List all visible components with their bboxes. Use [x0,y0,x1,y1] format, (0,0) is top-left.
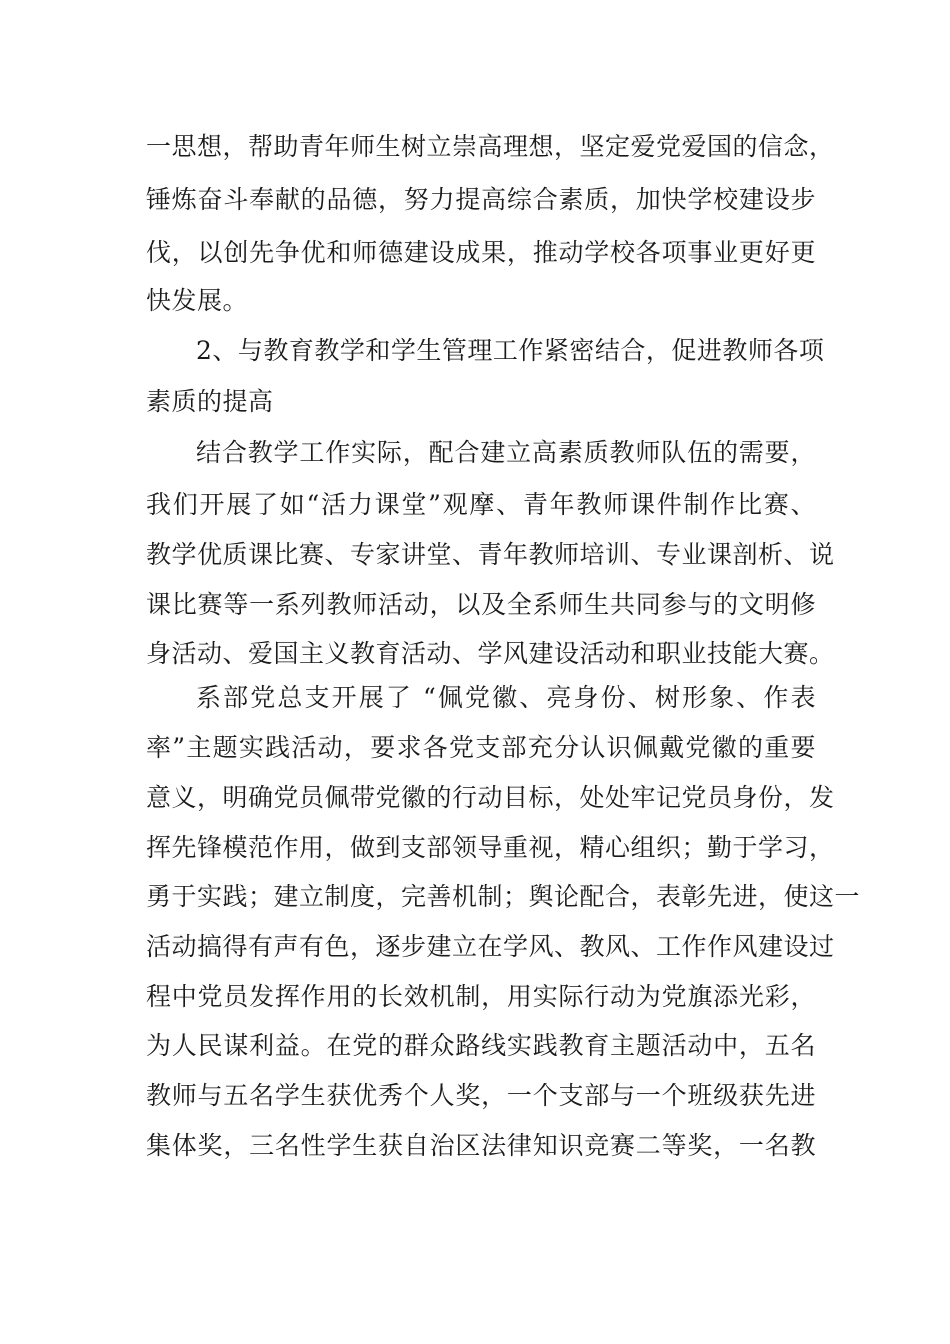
text-line: 我们开展了如“活力课堂”观摩、青年教师课件制作比赛、 [146,490,816,519]
text-line: 系部党总支开展了 “佩党徽、亮身份、树形象、作表 [196,683,816,712]
heading-line: 素质的提高 [146,387,274,416]
text-line: 为人民谋利益。在党的群众路线实践教育主题活动中，五名 [146,1031,816,1060]
heading-line: 2、与教育教学和学生管理工作紧密结合，促进教师各项 [196,336,825,365]
text-line: 意义，明确党员佩带党徽的行动目标，处处牢记党员身份，发 [146,783,835,812]
text-line: 勇于实践；建立制度，完善机制；舆论配合，表彰先进，使这一 [146,882,861,911]
text-line: 集体奖，三名性学生获自治区法律知识竞赛二等奖，一名教 [146,1131,816,1160]
text-line: 结合教学工作实际，配合建立高素质教师队伍的需要， [196,438,816,467]
text-line: 身活动、爱国主义教育活动、学风建设活动和职业技能大赛。 [146,639,835,668]
text-line: 活动搞得有声有色，逐步建立在学风、教风、工作作风建设过 [146,932,835,961]
text-line: 教师与五名学生获优秀个人奖，一个支部与一个班级获先进 [146,1081,816,1110]
text-line: 一思想，帮助青年师生树立崇高理想，坚定爱党爱国的信念， [146,132,835,161]
text-line: 锤炼奋斗奉献的品德，努力提高综合素质，加快学校建设步 [146,185,816,214]
text-line: 挥先锋模范作用，做到支部领导重视，精心组织；勤于学习， [146,833,835,862]
text-line: 快发展。 [146,286,249,315]
text-line: 教学优质课比赛、专家讲堂、青年教师培训、专业课剖析、说 [146,540,835,569]
text-line: 程中党员发挥作用的长效机制，用实际行动为党旗添光彩， [146,982,816,1011]
text-line: 课比赛等一系列教师活动，以及全系师生共同参与的文明修 [146,590,816,619]
text-line: 率”主题实践活动，要求各党支部充分认识佩戴党徽的重要 [146,733,816,762]
text-line: 伐，以创先争优和师德建设成果，推动学校各项事业更好更 [146,238,816,267]
